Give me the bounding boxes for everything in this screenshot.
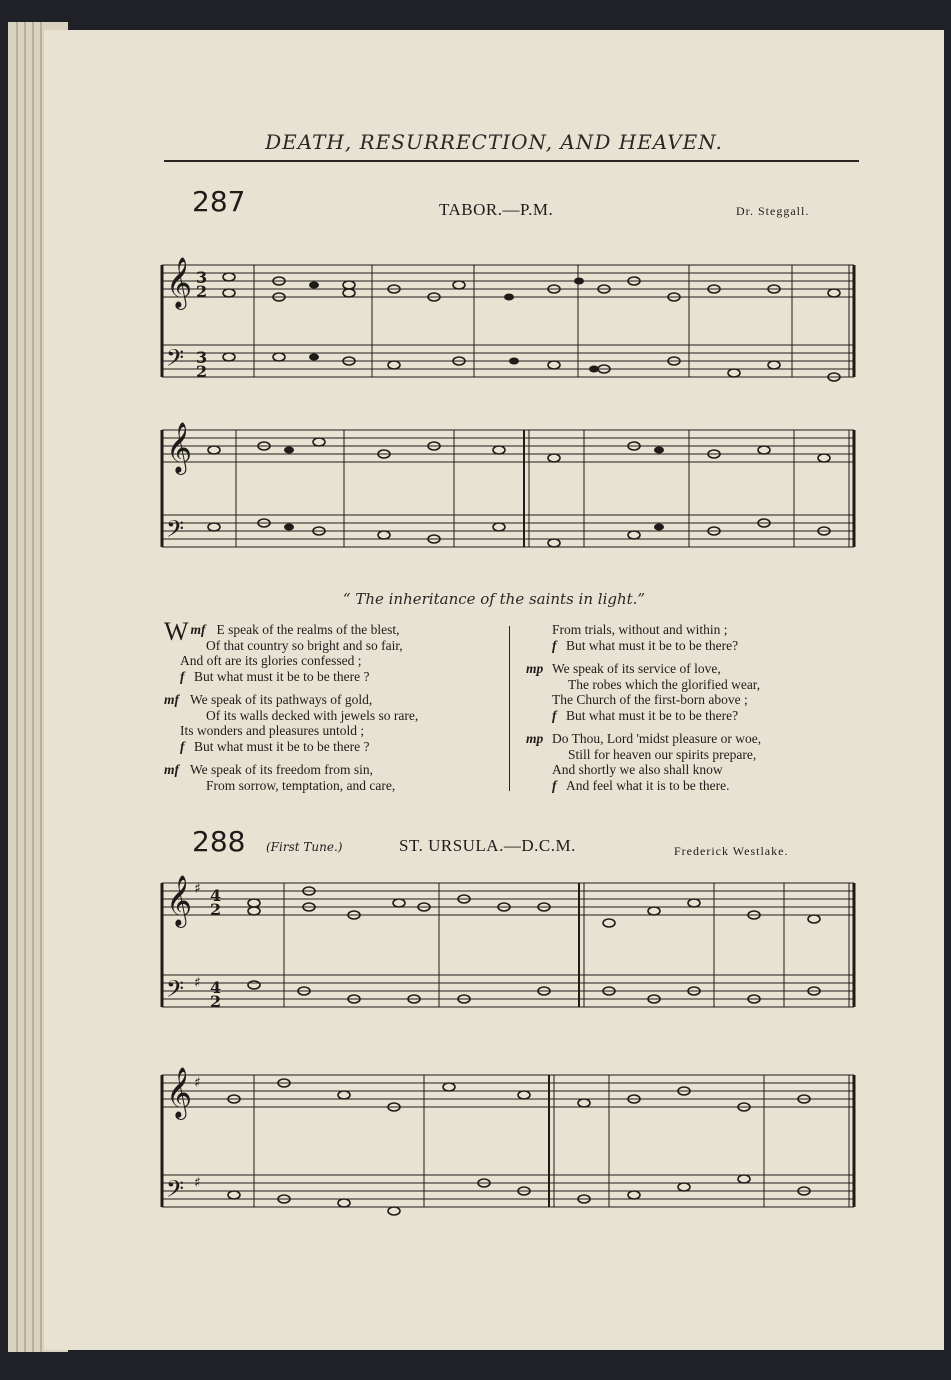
tune-name-288: ST. URSULA.—D.C.M. [399, 836, 576, 855]
hymn-number-288: 288 [192, 825, 246, 858]
svg-text:♯: ♯ [194, 975, 201, 991]
composer-287: Dr. Steggall. [736, 204, 810, 218]
barlines [236, 265, 854, 547]
stanza-1: mf W E speak of the realms of the blest, Of that country so bright and so fair, And oft are its glories confessed ; f But what must it be to be there ? [164, 617, 403, 684]
stanza-2: mf We speak of its pathways of gold, Of its walls decked with jewels so rare, Its wonders and pleasures untold ; f But what must it be to be there ? [164, 692, 419, 754]
stanza-3: mf We speak of its freedom from sin, From sorrow, temptation, and care, [164, 762, 396, 793]
verses-column-right [526, 622, 886, 801]
svg-text:𝄞: 𝄞 [166, 257, 193, 308]
tune-name-287: TABOR.—P.M. [439, 200, 554, 219]
svg-text:𝄢: 𝄢 [166, 975, 185, 1008]
verses-column-left [164, 617, 504, 801]
hymn-number-287: 287 [192, 185, 246, 218]
svg-text:𝄞: 𝄞 [166, 1067, 193, 1118]
svg-text:𝄢: 𝄢 [166, 515, 185, 548]
music-score-288 [154, 865, 864, 1225]
svg-text:𝄢: 𝄢 [166, 344, 185, 377]
svg-text:4: 4 [210, 886, 222, 905]
running-head: DEATH, RESURRECTION, AND HEAVEN. [265, 130, 723, 154]
drop-cap: W [164, 617, 189, 646]
svg-text:♯: ♯ [194, 881, 201, 897]
svg-text:4: 4 [210, 978, 222, 997]
svg-text:2: 2 [196, 362, 208, 381]
svg-text:♯: ♯ [194, 1075, 201, 1091]
svg-text:𝄢: 𝄢 [166, 1175, 185, 1208]
svg-text:3: 3 [196, 268, 208, 287]
column-divider [509, 626, 510, 791]
stanza-4: mp We speak of its service of love, The robes which the glorified wear, The Church of the first-born above ; f But what must it be to be there? [526, 661, 761, 723]
svg-text:3: 3 [196, 348, 208, 367]
svg-text:𝄞: 𝄞 [166, 422, 193, 473]
svg-text:2: 2 [196, 282, 208, 301]
staff-lines [162, 265, 854, 547]
svg-text:𝄞: 𝄞 [166, 875, 193, 926]
svg-text:2: 2 [210, 992, 222, 1011]
stanza-5: mp Do Thou, Lord 'midst pleasure or woe, Still for heaven our spirits prepare, And shortly we also shall know f And feel what it is to be there. [526, 731, 762, 793]
music-score-287 [154, 225, 864, 575]
hymnal-page [44, 30, 944, 1350]
composer-288: Frederick Westlake. [674, 844, 789, 858]
svg-text:2: 2 [210, 900, 222, 919]
epigraph-287: “ The inheritance of the saints in light.” [342, 590, 646, 608]
svg-text:♯: ♯ [194, 1175, 201, 1191]
stanza-3-cont: From trials, without and within ; f But what must it be to be there? [552, 622, 739, 653]
header-rule [164, 160, 859, 162]
tune-note-288: (First Tune.) [266, 840, 343, 854]
